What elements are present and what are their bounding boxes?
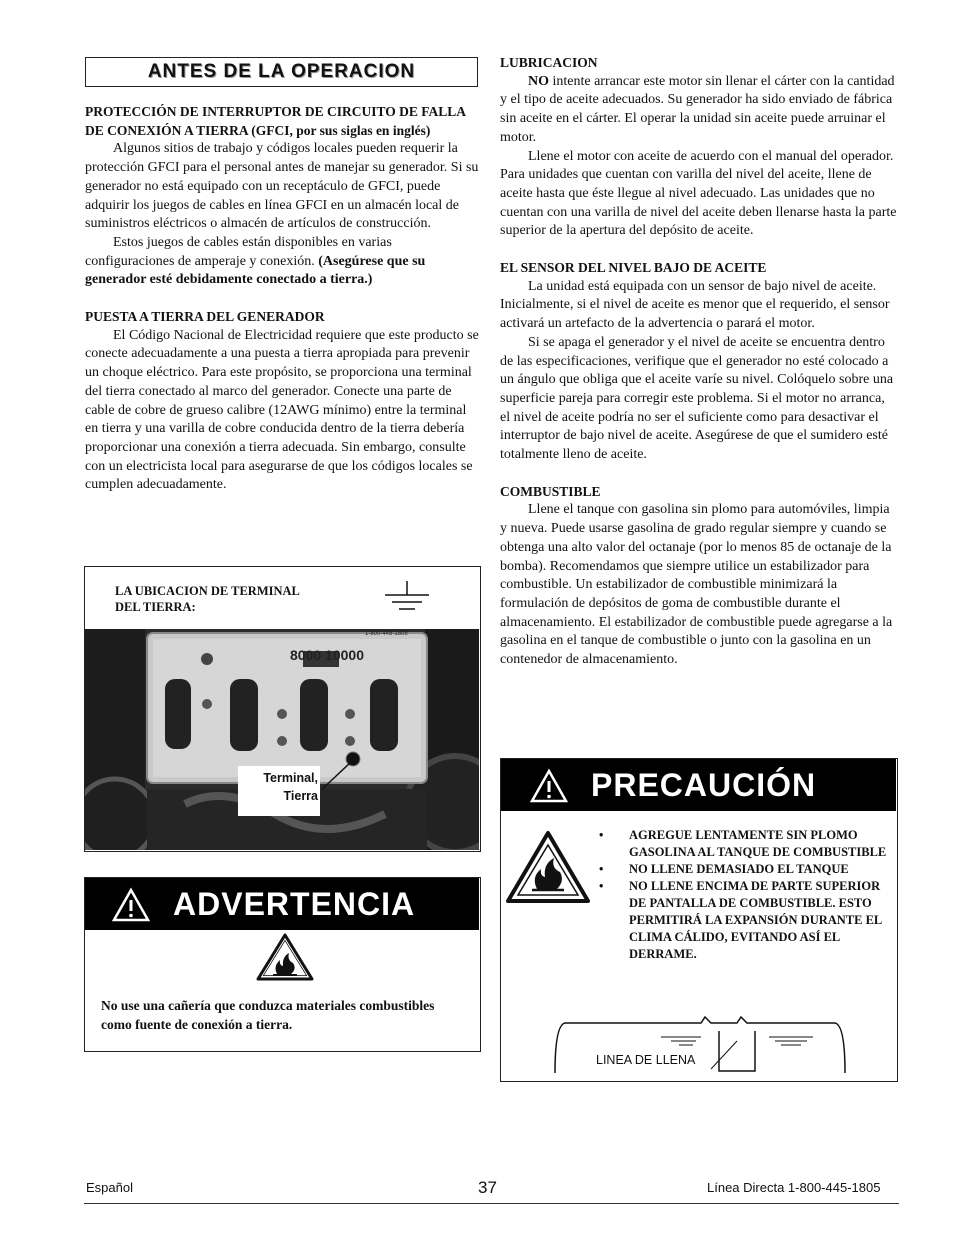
lubrication-heading: LUBRICACION [500,55,598,70]
panel-phone: 1-800-445-1805 [365,631,408,637]
caution-box [500,758,898,1082]
section-title: ANTES DE LA OPERACION [147,61,416,82]
panel-model-2: 10000 [325,647,364,663]
footer-language: Español [86,1180,133,1195]
oil-sensor-paragraph-2: Si se apaga el generador y el nivel de aceite se encuentra dentro de las especificaciones, verifique que el generador no esté colocado a un ángulo que obliga que el aceite varíe su nivel. Colóquelo sobre una superficie pareja para corregir este problema. Si el motor no arranca, el nivel de aceite podría no ser el suficiente como para desactivar el interruptor de bajo nivel de aceite. Asegúrese de que el sumidero esté totalmente lleno de aceite. [500,334,894,463]
warning-banner [85,878,479,930]
caution-banner-text: PRECAUCIÓN [591,767,817,803]
page-number: 37 [478,1178,497,1197]
lub-p1-rest: intente arrancar este motor sin llenar el cárter con la cantidad y el tipo de aceite adecuados. Su generador ha sido enviado de fábrica sin aceite en el cárter. El operar la unidad sin aceite puede arruinar el motor. [500,73,895,145]
flammable-warning-icon [504,829,592,905]
panel-model-text [290,647,364,663]
generator-panel-illustration [85,629,479,850]
oil-sensor-paragraph-1: La unidad está equipada con un sensor de bajo nivel de aceite. Inicialmente, si el nivel de aceite es menor que el requerido, el sensor activará un artefacto de la advertencia o parará el motor. [500,278,890,332]
gfci-p2-normal: Estos juegos de cables están disponibles en varias configuraciones de amperaje y conexión. [85,234,392,269]
left-column [85,103,480,495]
photo-caption-line-2: DEL TIERRA: [115,600,196,614]
section-title-box [85,57,478,87]
gfci-paragraph-1: Algunos sitios de trabajo y códigos locales pueden requerir la protección GFCI para el personal antes de manejar su generador. Si su generador no está equipado con un receptáculo de GFCI, puede adquirir los juegos de cables en línea GFCI en un almacén local de suministros eléctricos o almacén de artículos de construcción. [85,141,479,232]
lub-p1-bold: NO [528,73,549,89]
terminal-label-line-2: Tierra [283,789,318,803]
caution-bullet: • NO LLENE ENCIMA DE PARTE SUPERIOR DE PANTALLA DE COMBUSTIBLE. ESTO PERMITIRÁ LA EXPANSIÓN DURANTE EL CLIMA CÁLIDO, EVITANDO ASÍ EL DERRAME. [599,878,889,963]
lubrication-paragraph-1 [500,73,898,148]
caution-bullet: • NO LLENE DEMASIADO EL TANQUE [599,861,889,878]
oil-sensor-heading: EL SENSOR DEL NIVEL BAJO DE ACEITE [500,260,767,276]
terminal-label [238,766,320,816]
gfci-p2-bold: (Asegúrese que su generador esté debidamente conectado a tierra.) [85,253,426,288]
fire-hazard-icon [255,932,315,982]
ground-paragraph-1: El Código Nacional de Electricidad requiere que este producto se conecte adecuadamente a una puesta a tierra apropiada para prevenir un choque eléctrico. Para este propósito, se proporciona una terminal del tierra conectado al marco del generador. Conecte una parte de cable de cobre de grueso calibre (12AWG mínimo) entre la terminal en tierra y una varilla de cobre conducida dentro de la tierra debería proporcionar una conexión a tierra adecuada. Sin embargo, consulte con un electricista local para asegurarse de que los códigos locales se cumplen adecuadamente. [85,327,479,493]
caution-banner [501,759,896,811]
panel-model-1: 8000 [290,647,322,663]
fuel-paragraph-1: Llene el tanque con gasolina sin plomo para automóviles, limpia y nueva. Puede usarse gasolina de grado regular siempre y cuando se obtenga una alto valor del octanaje (por lo menos 85 de octanaje de la bomba). Recomendamos que siempre utilice un estabilizador para combustible. Un estabilizador de combustible minimizará la formulación de depósitos de goma de combustible durante el almacenamiento. El estabilizador de combustible puede agregarse a la gasolina en el tanque de combustible o junto con la gasolina en un contenedor de almacenamiento. [500,502,893,668]
warning-box [84,877,481,1052]
gfci-heading: PROTECCIÓN DE INTERRUPTOR DE CIRCUITO DE FALLA DE CONEXIÓN A TIERRA (GFCI, por sus siglas en inglés) [85,104,466,138]
photo-caption-line-1: LA UBICACION DE TERMINAL [115,584,300,598]
ground-symbol-icon [383,579,431,613]
warning-triangle-icon [111,887,151,923]
ground-terminal-figure [84,566,481,852]
footer-divider [84,1203,899,1204]
caution-bullet-list [599,827,889,963]
fuel-heading: COMBUSTIBLE [500,483,601,499]
gfci-paragraph-2 [85,234,480,290]
caution-bullet: • AGREGUE LENTAMENTE SIN PLOMO GASOLINA AL TANQUE DE COMBUSTIBLE [599,827,889,861]
lubrication-paragraph-2: Llene el motor con aceite de acuerdo con el manual del operador. Para unidades que cuentan con varilla del nivel del aceite, llene de aceite hasta que éste llegue al nivel adecuado. Las unidades que no cuentan con una varilla de nivel del aceite deben llenarse hasta la parte superior de la apertura del depósito de aceite. [500,148,897,239]
warning-text: No use una cañería que conduzca materiales combustibles como fuente de conexión a tierra. [101,998,435,1032]
fill-line-label: LINEA DE LLENA [596,1053,696,1067]
terminal-label-line-1: Terminal, [263,771,318,785]
warning-triangle-icon [529,768,569,804]
warning-banner-text: ADVERTENCIA [173,886,416,922]
generator-panel-photo [85,629,479,850]
ground-heading: PUESTA A TIERRA DEL GENERADOR [85,309,325,325]
footer-hotline: Línea Directa 1-800-445-1805 [707,1180,881,1195]
photo-caption [115,583,345,615]
right-column [500,54,898,670]
